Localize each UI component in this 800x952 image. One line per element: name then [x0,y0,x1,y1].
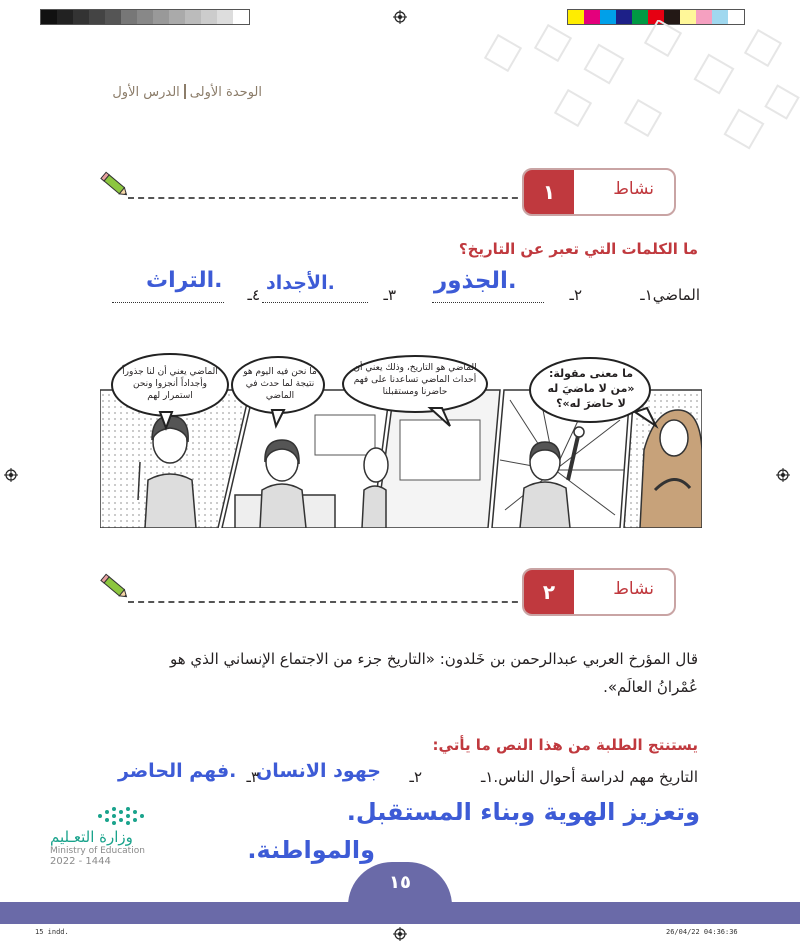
activity1-banner [522,168,676,216]
activity2-banner [522,568,676,616]
registration-mark-icon [393,927,407,941]
activity1-question: ما الكلمات التي تعبر عن التاريخ؟ [458,240,698,258]
activity2-item1-text: التاريخ مهم لدراسة أحوال الناس. [493,768,698,786]
activity2-item1-num: ١ـ [480,768,494,786]
activity1-number: ١ [524,170,574,214]
activity2-question: يستنتج الطلبة من هذا النص ما يأتي: [432,736,698,754]
activity2-label: نشاط [613,579,654,599]
activity2-quote-line2: عُمْرانُ العالَم». [603,678,698,696]
registration-mark-icon [4,468,18,482]
activity2-answer-line3: والمواطنة. [247,836,375,864]
activity1-item4-num: ٤ـ [247,286,260,304]
registration-mark-icon [776,468,790,482]
page-number: ١٥ [389,872,411,893]
activity1-item4-line [112,302,224,303]
pencil-icon [98,570,132,604]
activity1-label: نشاط [613,179,654,199]
activity1-item2-line [432,302,544,303]
print-date: 26/04/22 04:36:36 [666,928,738,936]
activity1-dashed-line [128,197,528,199]
unit-lesson-header [112,84,262,100]
activity2-item3-num: ٣ـ [246,768,259,786]
gray-calibration-strip [40,9,250,25]
activity2-item2-answer: جهود الانسان [256,760,381,782]
activity1-item1-text: الماضي [652,286,700,304]
pencil-icon [98,168,132,202]
print-slug: 15 indd. [35,928,69,936]
lesson-title: الدرس الأول [112,85,180,100]
header-divider [184,84,186,99]
activity1-item3-answer: الأجداد. [266,272,335,294]
ministry-name-en: Ministry of Education [50,846,145,856]
activity1-item2-num: ٢ـ [569,286,582,304]
activity2-answer-line2: وتعزيز الهوية وبناء المستقبل. [346,798,700,826]
registration-mark-icon [393,10,407,24]
ministry-year: 2022 - 1444 [50,856,111,867]
activity1-item4-answer: التراث. [146,268,223,293]
activity1-item2-answer: الجذور. [434,268,517,294]
comic-bubble-2: ما نحن فيه اليوم هو نتيجة لما حدث في الماضي [243,367,317,401]
unit-title: الوحدة الأولى [189,85,262,100]
activity2-item1 [481,768,698,786]
ministry-logo [50,828,160,867]
ministry-dots-icon [94,806,170,826]
activity2-dashed-line [128,601,528,603]
comic-bubble-1: الماضي يعني أن لنا جذوراً وأجداداً أنجزوا ونحن استمرار لهم [122,367,218,401]
activity2-item2-num: ٢ـ [409,768,422,786]
comic-bubble-3: الماضي هو التاريخ، وذلك يعني أن أحداث الماضي تساعدنا على فهم حاضرنا ومستقبلنا [353,363,477,397]
ministry-name-ar: وزارة التعـليم [50,828,133,846]
activity1-item3-num: ٣ـ [383,286,396,304]
decorative-diamonds [470,20,800,170]
activity2-item3-answer: فهم الحاضر. [118,760,237,782]
activity2-quote-line1: قال المؤرخ العربي عبدالرحمن بن خَلدون: «التاريخ جزء من الاجتماع الإنساني الذي هو [169,650,698,668]
activity2-number: ٢ [524,570,574,614]
activity1-item1-num: ١ـ [640,286,653,304]
activity1-item3-line [262,302,368,303]
activity1-item1 [640,286,700,304]
comic-bubble-4: ما معنى مقولة: «من لا ماضيَ له لا حاضرَ له»؟ [547,367,635,410]
